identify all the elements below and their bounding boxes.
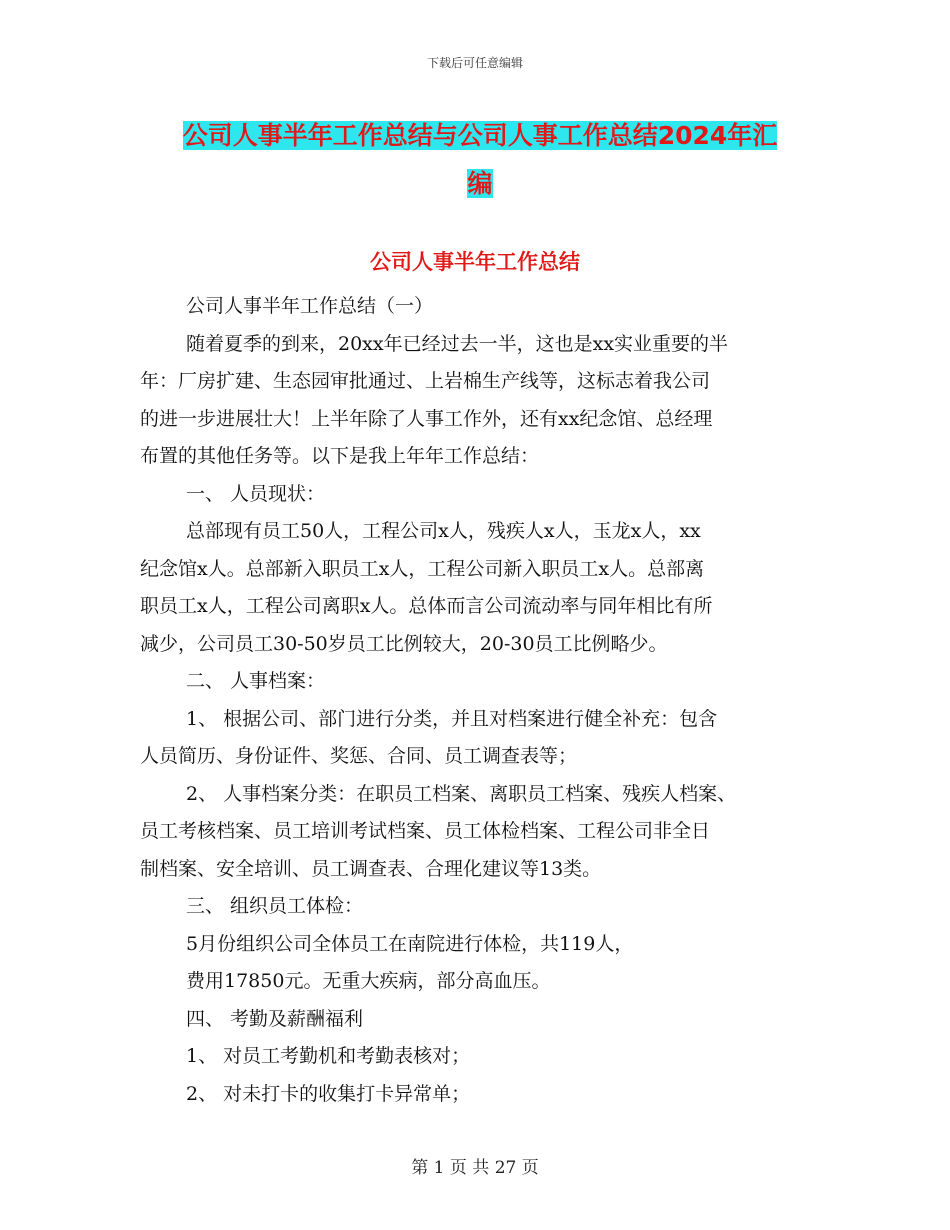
header-note: 下载后可任意编辑 — [426, 56, 523, 70]
body-line: 1、 对员工考勤机和考勤表核对； — [186, 1045, 471, 1067]
body-line: 三、 组织员工体检： — [186, 895, 364, 917]
body-line: 四、 考勤及薪酬福利 — [186, 1007, 364, 1030]
body-line: 的进一步进展壮大！上半年除了人事工作外，还有xx纪念馆、总经理 — [140, 407, 713, 430]
body-line: 员工考核档案、员工培训考试档案、员工体检档案、工程公司非全日 — [140, 820, 711, 842]
document-title — [140, 112, 820, 208]
body-line: 公司人事半年工作总结（一） — [186, 295, 434, 317]
document-title-line-1: 公司人事半年工作总结与公司人事工作总结2024年汇 — [182, 121, 778, 150]
body-line: 减少，公司员工30-50岁员工比例较大，20-30员工比例略少。 — [140, 632, 668, 655]
body-line: 年：厂房扩建、生态园审批通过、上岩棉生产线等，这标志着我公司 — [140, 370, 711, 392]
body-line: 纪念馆x人。总部新入职员工x人，工程公司新入职员工x人。总部离 — [140, 557, 705, 580]
body-line: 职员工x人，工程公司离职x人。总体而言公司流动率与同年相比有所 — [140, 595, 713, 617]
body-line: 二、 人事档案： — [186, 670, 326, 692]
body-line: 总部现有员工50人，工程公司x人，残疾人x人，玉龙x人，xx — [186, 520, 701, 542]
body-line: 布置的其他任务等。以下是我上年年工作总结： — [140, 445, 540, 467]
body-line: 人员简历、身份证件、奖惩、合同、员工调查表等； — [140, 745, 578, 767]
body-line: 随着夏季的到来，20xx年已经过去一半，这也是xx实业重要的半 — [186, 332, 729, 355]
body-line: 2、 人事档案分类：在职员工档案、离职员工档案、残疾人档案、 — [186, 782, 737, 805]
body-line: 费用17850元。无重大疾病，部分高血压。 — [186, 970, 551, 992]
section-title: 公司人事半年工作总结 — [370, 250, 580, 274]
body-line: 1、 根据公司、部门进行分类，并且对档案进行健全补充：包含 — [186, 707, 718, 730]
body-line: 一、 人员现状： — [186, 482, 326, 505]
document-title-line-2: 编 — [467, 169, 493, 198]
body-line: 制档案、安全培训、员工调查表、合理化建议等13类。 — [140, 857, 602, 880]
body-line: 5月份组织公司全体员工在南院进行体检，共119人， — [186, 932, 634, 955]
body-line: 2、 对未打卡的收集打卡异常单； — [186, 1082, 471, 1105]
document-body — [140, 288, 812, 1113]
page-footer: 第 1 页 共 27 页 — [411, 1158, 539, 1178]
